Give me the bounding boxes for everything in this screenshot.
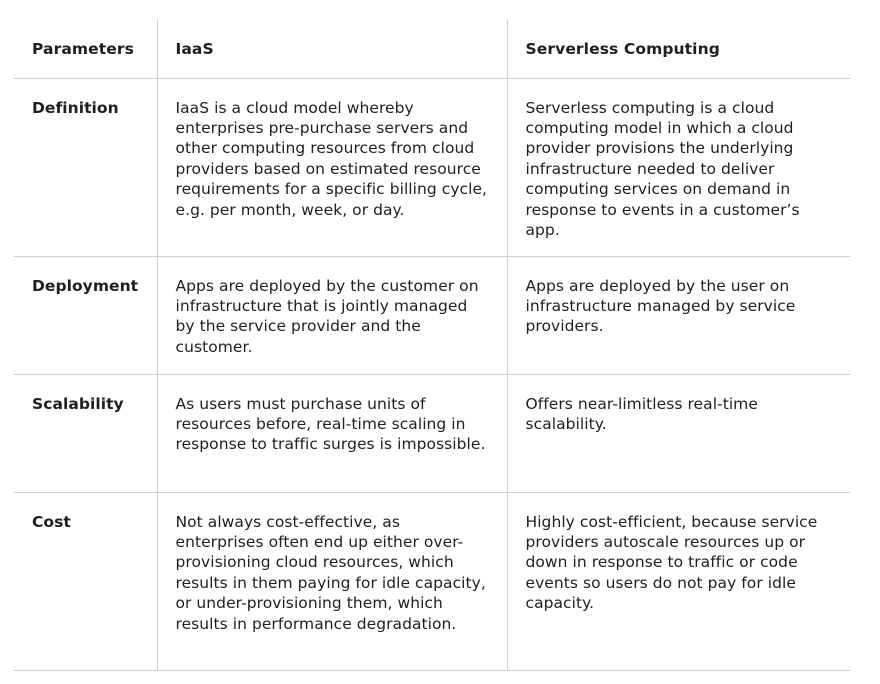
iaas-cell: As users must purchase units of resources before, real-time scaling in response to traffic surges is impossible. [157,374,507,492]
table-row-scalability [14,374,850,492]
parameter-cell: Definition [14,78,157,256]
serverless-cell: Serverless computing is a cloud computing model in which a cloud provider provisions the underlying infrastructure needed to deliver computing services on demand in response to events in a customer’s app. [507,78,850,256]
header-serverless: Serverless Computing [507,20,850,78]
serverless-cell: Highly cost-efficient, because service providers autoscale resources up or down in response to traffic or code events so users do not pay for idle capacity. [507,492,850,670]
serverless-cell: Offers near-limitless real-time scalability. [507,374,850,492]
table-body [14,78,850,670]
table-header [14,20,850,78]
header-parameters: Parameters [14,20,157,78]
serverless-cell: Apps are deployed by the user on infrastructure managed by service providers. [507,256,850,374]
table-row-cost [14,492,850,670]
header-iaas: IaaS [157,20,507,78]
iaas-cell: Apps are deployed by the customer on infrastructure that is jointly managed by the service provider and the customer. [157,256,507,374]
parameter-cell: Deployment [14,256,157,374]
parameter-cell: Scalability [14,374,157,492]
iaas-cell: Not always cost-effective, as enterprises often end up either over-provisioning cloud resources, which results in them paying for idle capacity, or under-provisioning them, which results in performance degradation. [157,492,507,670]
table-row-definition [14,78,850,256]
parameter-cell: Cost [14,492,157,670]
table-row-deployment [14,256,850,374]
comparison-table-container [14,20,850,671]
header-row [14,20,850,78]
iaas-cell: IaaS is a cloud model whereby enterprises pre-purchase servers and other computing resources from cloud providers based on estimated resource requirements for a specific billing cycle, e.g. per month, week, or day. [157,78,507,256]
comparison-table [14,20,850,671]
